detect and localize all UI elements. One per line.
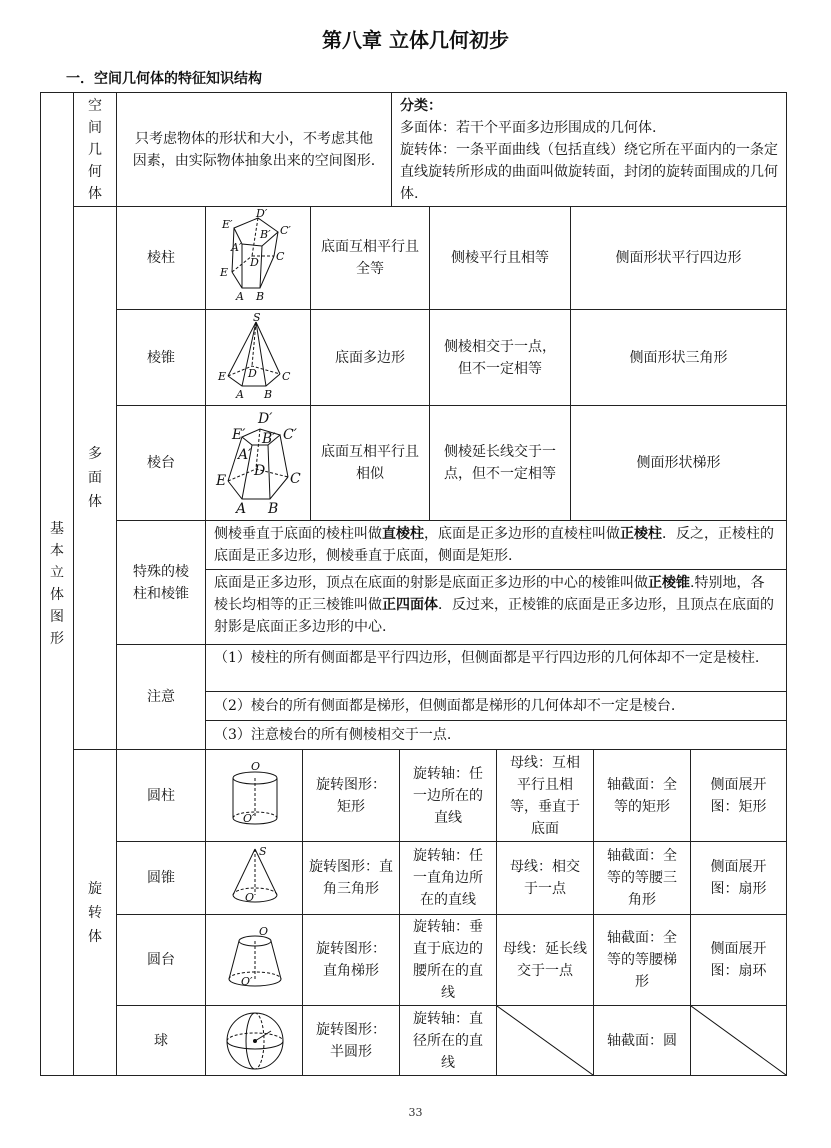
special-pyramid-text: [205, 569, 787, 645]
prism-label-c: C: [276, 250, 285, 263]
space-solid-definition: 只考虑物体的形状和大小，不考虑其他因素，由实际物体抽象出来的空间图形.: [116, 92, 392, 207]
cone-figure-cell: [205, 841, 303, 915]
frustum-figure: [208, 407, 308, 519]
frustum-base: 底面互相平行且相似: [310, 405, 430, 521]
prism-edges: 侧棱平行且相等: [429, 206, 571, 310]
special-pyramid-c: .特别地，各棱长均相等的正三棱锥叫做: [214, 575, 765, 613]
cone-axis: 旋转轴：任一直角边所在的直线: [399, 841, 497, 915]
prism-name: 棱柱: [116, 206, 206, 310]
special-prism-text: [205, 520, 787, 570]
special-prism-c: ，底面是正多边形的直棱柱叫做: [424, 526, 620, 542]
note-2: （2）棱台的所有侧面都是梯形，但侧面都是梯形的几何体却不一定是棱台.: [205, 691, 787, 721]
frustum-label-b1: B′: [262, 431, 276, 447]
page-number: 33: [408, 1106, 423, 1119]
special-prism-e: ．反之，正棱柱的底面是正多边形，侧棱垂直于底面，侧面是矩形.: [214, 526, 774, 564]
frustum-label-b: B: [268, 501, 279, 517]
cone-label-o: O: [245, 891, 255, 904]
pyramid-label-b: B: [264, 387, 273, 401]
pyramid-base: 底面多边形: [310, 309, 430, 406]
pyramid-name: 棱锥: [116, 309, 206, 406]
special-prism-d: 正棱柱: [620, 526, 662, 542]
pyramid-figure-cell: [205, 309, 311, 406]
page-title: 第八章 立体几何初步: [322, 28, 509, 52]
pyramid-label-a: A: [236, 387, 244, 401]
frustum-edges: 侧棱延长线交于一点，但不一定相等: [429, 405, 571, 521]
sphere-name: 球: [116, 1005, 206, 1076]
special-pyramid-b: 正棱锥: [648, 575, 690, 591]
prism-label-b1: B′: [260, 228, 271, 241]
cone-frustum-name: 圆台: [116, 914, 206, 1006]
diagonal-slash: [691, 1006, 786, 1075]
cone-frustum-axis: 旋转轴：垂直于底边的腰所在的直线: [399, 914, 497, 1006]
prism-base: 底面互相平行且全等: [310, 206, 430, 310]
special-pyramid-e: ．反过来，正棱锥的底面是正多边形，且顶点在底面的射影是底面正多边形的中心.: [214, 597, 774, 635]
special-prism-b: 直棱柱: [382, 526, 424, 542]
root-label: 基本立体图形: [50, 521, 64, 647]
frustum-label-c1: C′: [283, 427, 297, 443]
special-label: 特殊的棱柱和棱锥: [116, 520, 206, 645]
cone-frustum-figure: [209, 917, 299, 1003]
frustum-label-e1: E′: [232, 427, 246, 443]
prism-label-d: D: [250, 256, 259, 269]
frustum-figure-cell: [205, 405, 311, 521]
polyhedra-label-cell: [73, 206, 117, 750]
frustum-label-d: D: [254, 463, 266, 479]
pyramid-figure: [208, 312, 308, 404]
rotation-definition: 旋转体：一条平面曲线（包括直线）绕它所在平面内的一条定直线旋转所形成的曲面叫做旋转面，封闭的旋转面围成的几何体.: [400, 142, 778, 202]
frustum-label-c: C: [290, 471, 301, 487]
pyramid-faces: 侧面形状三角形: [570, 309, 787, 406]
frustum-label-d1: D′: [258, 411, 273, 427]
sphere-figure-cell: [205, 1005, 303, 1076]
polyhedra-label: 多面体: [88, 446, 102, 510]
cylinder-axis: 旋转轴：任一边所在的直线: [399, 749, 497, 842]
cone-label-s: S: [259, 845, 267, 858]
prism-label-b: B: [256, 290, 265, 303]
pyramid-label-e: E: [218, 369, 227, 383]
cylinder-shape: 旋转图形：矩形: [302, 749, 400, 842]
classification-heading: 分类：: [400, 98, 442, 114]
note-3: （3）注意棱台的所有侧棱相交于一点.: [205, 720, 787, 750]
cone-frustum-shape: 旋转图形：直角梯形: [302, 914, 400, 1006]
frustum-label-e: E: [216, 473, 227, 489]
pyramid-edges: 侧棱相交于一点，但不一定相等: [429, 309, 571, 406]
cylinder-figure: [209, 752, 299, 840]
space-solid-label: 空间几何体: [88, 97, 102, 202]
cone-shape: 旋转图形：直角三角形: [302, 841, 400, 915]
frustum-name: 棱台: [116, 405, 206, 521]
cone-section: 轴截面：全等的等腰三角形: [593, 841, 691, 915]
pyramid-label-d: D: [248, 366, 257, 380]
cylinder-label-o: O: [251, 759, 261, 773]
notes-label: 注意: [116, 644, 206, 750]
prism-figure-cell: [205, 206, 311, 310]
cylinder-generatrix: 母线：互相平行且相等，垂直于底面: [496, 749, 594, 842]
cylinder-label-o1: O′: [243, 811, 255, 825]
cone-frustum-figure-cell: [205, 914, 303, 1006]
cone-figure: [209, 843, 299, 913]
sphere-figure: [209, 1007, 299, 1075]
root-label-cell: [40, 92, 74, 1076]
pyramid-label-c: C: [282, 369, 291, 383]
cone-unfold: 侧面展开图：扇形: [690, 841, 787, 915]
prism-label-e: E: [220, 266, 229, 279]
cone-frustum-unfold: 侧面展开图：扇环: [690, 914, 787, 1006]
cone-frustum-label-o1: O′: [241, 975, 253, 988]
sphere-generatrix-empty: [496, 1005, 594, 1076]
polyhedron-definition: 多面体：若干个平面多边形围成的几何体.: [400, 120, 657, 136]
cone-frustum-generatrix: 母线：延长线交于一点: [496, 914, 594, 1006]
space-solid-label-cell: [73, 92, 117, 207]
cone-frustum-label-o: O: [259, 925, 269, 938]
diagonal-slash: [497, 1006, 593, 1075]
prism-label-a: A: [236, 290, 244, 303]
frustum-label-a: A: [236, 501, 247, 517]
cone-generatrix: 母线：相交于一点: [496, 841, 594, 915]
prism-faces: 侧面形状平行四边形: [570, 206, 787, 310]
rotation-label: 旋转体: [88, 880, 102, 945]
note-1: （1）棱柱的所有侧面都是平行四边形，但侧面都是平行四边形的几何体却不一定是棱柱.: [205, 644, 787, 692]
prism-label-d1: D′: [256, 208, 268, 220]
section-heading: 一．空间几何体的特征知识结构: [66, 71, 262, 87]
frustum-label-a1: A′: [238, 447, 252, 463]
cylinder-unfold: 侧面展开图：矩形: [690, 749, 787, 842]
sphere-unfold-empty: [690, 1005, 787, 1076]
prism-figure: [208, 208, 308, 308]
prism-label-a1: A′: [231, 241, 242, 254]
cylinder-name: 圆柱: [116, 749, 206, 842]
prism-label-e1: E′: [222, 218, 233, 231]
special-pyramid-d: 正四面体: [382, 597, 438, 613]
special-pyramid-a: 底面是正多边形，顶点在底面的射影是底面正多边形的中心的棱锥叫做: [214, 575, 648, 591]
cylinder-section: 轴截面：全等的矩形: [593, 749, 691, 842]
sphere-shape: 旋转图形：半圆形: [302, 1005, 400, 1076]
cylinder-figure-cell: [205, 749, 303, 842]
special-prism-a: 侧棱垂直于底面的棱柱叫做: [214, 526, 382, 542]
rotation-label-cell: [73, 749, 117, 1076]
classification-cell: [391, 92, 787, 207]
sphere-axis: 旋转轴：直径所在的直线: [399, 1005, 497, 1076]
pyramid-label-s: S: [253, 311, 261, 324]
frustum-faces: 侧面形状梯形: [570, 405, 787, 521]
sphere-section: 轴截面：圆: [593, 1005, 691, 1076]
cone-frustum-section: 轴截面：全等的等腰梯形: [593, 914, 691, 1006]
prism-label-c1: C′: [280, 224, 291, 237]
cone-name: 圆锥: [116, 841, 206, 915]
